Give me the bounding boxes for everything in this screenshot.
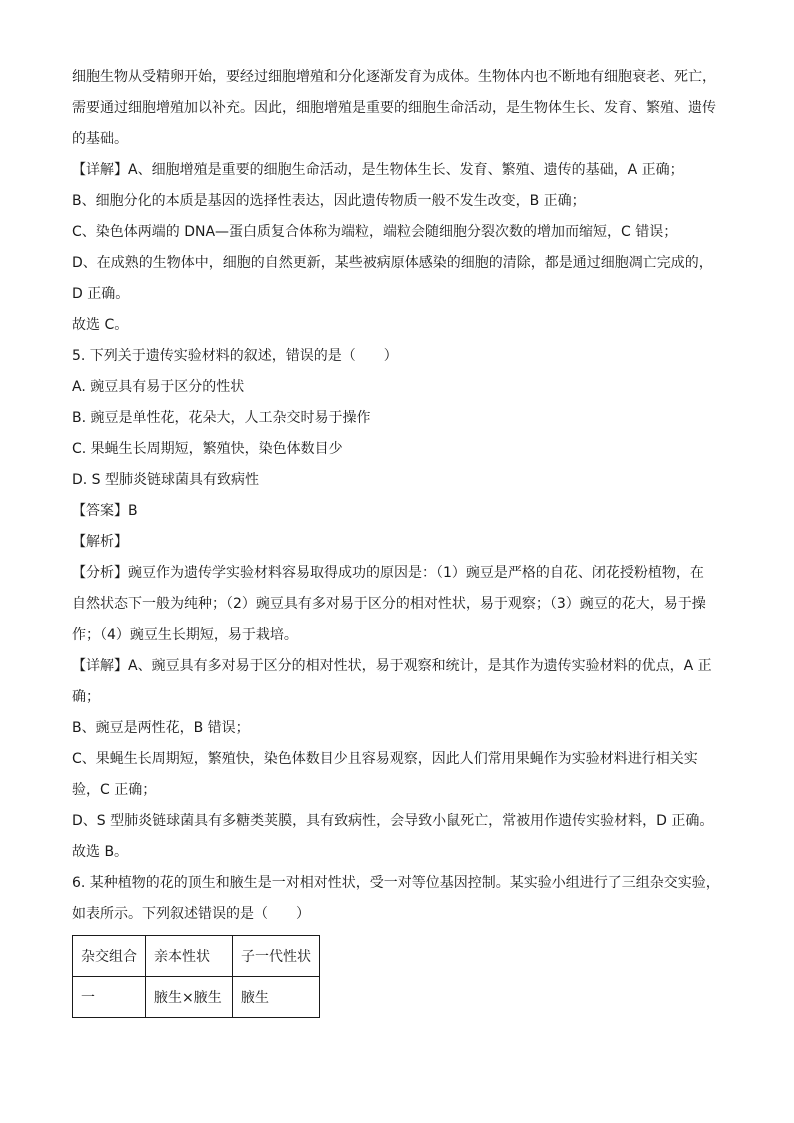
question-5-option-b: B. 豌豆是单性花，花朵大，人工杂交时易于操作 xyxy=(72,410,371,426)
table-header-cell: 子一代性状 xyxy=(233,936,320,977)
table-row xyxy=(73,977,320,1018)
detail-line: 确； xyxy=(72,689,100,705)
analysis-line: 【分析】豌豆作为遗传学实验材料容易取得成功的原因是：（1）豌豆是严格的自花、闭花授粉植物，在 xyxy=(72,565,704,581)
detail-line: D、S 型肺炎链球菌具有多糖类荚膜，具有致病性，会导致小鼠死亡，常被用作遗传实验材料，D 正确。 xyxy=(72,813,714,829)
question-5-stem: 5. 下列关于遗传实验材料的叙述，错误的是（ ） xyxy=(72,348,398,364)
text-line: 需要通过细胞增殖加以补充。因此，细胞增殖是重要的细胞生命活动，是生物体生长、发育、繁殖、遗传 xyxy=(72,100,716,116)
analysis-line: 作；（4）豌豆生长期短，易于栽培。 xyxy=(72,627,298,643)
detail-line: B、细胞分化的本质是基因的选择性表达，因此遗传物质一般不发生改变，B 正确； xyxy=(72,193,586,209)
detail-line: C、染色体两端的 DNA—蛋白质复合体称为端粒，端粒会随细胞分裂次数的增加而缩短，C 错误； xyxy=(72,224,678,240)
detail-line: D、在成熟的生物体中，细胞的自然更新，某些被病原体感染的细胞的清除，都是通过细胞凋亡完成的， xyxy=(72,255,713,271)
analysis-line: 自然状态下一般为纯种；（2）豌豆具有多对易于区分的相对性状，易于观察；（3）豌豆的花大，易于操 xyxy=(72,596,706,612)
answer-choice-line: 故选 B。 xyxy=(72,844,129,860)
question-5-option-a: A. 豌豆具有易于区分的性状 xyxy=(72,379,245,395)
document-body xyxy=(72,62,724,930)
answer-label: 【答案】B xyxy=(72,503,138,519)
text-line: 的基础。 xyxy=(72,131,128,147)
cross-experiment-table xyxy=(72,935,320,1018)
table-header-cell: 亲本性状 xyxy=(146,936,233,977)
detail-line: 验，C 正确； xyxy=(72,782,157,798)
answer-choice-line: 故选 C。 xyxy=(72,317,129,333)
table-cell: 腋生×腋生 xyxy=(146,977,233,1018)
analysis-label: 【解析】 xyxy=(72,534,128,550)
detail-line: B、豌豆是两性花，B 错误； xyxy=(72,720,250,736)
text-line: 细胞生物从受精卵开始，要经过细胞增殖和分化逐渐发育为成体。生物体内也不断地有细胞衰老、死亡， xyxy=(72,69,716,85)
question-6-stem: 6. 某种植物的花的顶生和腋生是一对相对性状，受一对等位基因控制。某实验小组进行了三组杂交实验， xyxy=(72,875,720,891)
table-header-row xyxy=(73,936,320,977)
table-cell: 腋生 xyxy=(233,977,320,1018)
table-cell: 一 xyxy=(73,977,146,1018)
table-header-cell: 杂交组合 xyxy=(73,936,146,977)
detail-line: D 正确。 xyxy=(72,286,130,302)
question-5-option-c: C. 果蝇生长周期短，繁殖快，染色体数目少 xyxy=(72,441,343,457)
detail-line: 【详解】A、豌豆具有多对易于区分的相对性状，易于观察和统计，是其作为遗传实验材料的优点，A 正 xyxy=(72,658,712,674)
detail-line: C、果蝇生长周期短，繁殖快，染色体数目少且容易观察，因此人们常用果蝇作为实验材料进行相关实 xyxy=(72,751,698,767)
question-6-stem: 如表所示。下列叙述错误的是（ ） xyxy=(72,906,310,922)
question-5-option-d: D. S 型肺炎链球菌具有致病性 xyxy=(72,472,260,488)
detail-line: 【详解】A、细胞增殖是重要的细胞生命活动，是生物体生长、发育、繁殖、遗传的基础，A 正确； xyxy=(72,162,684,178)
